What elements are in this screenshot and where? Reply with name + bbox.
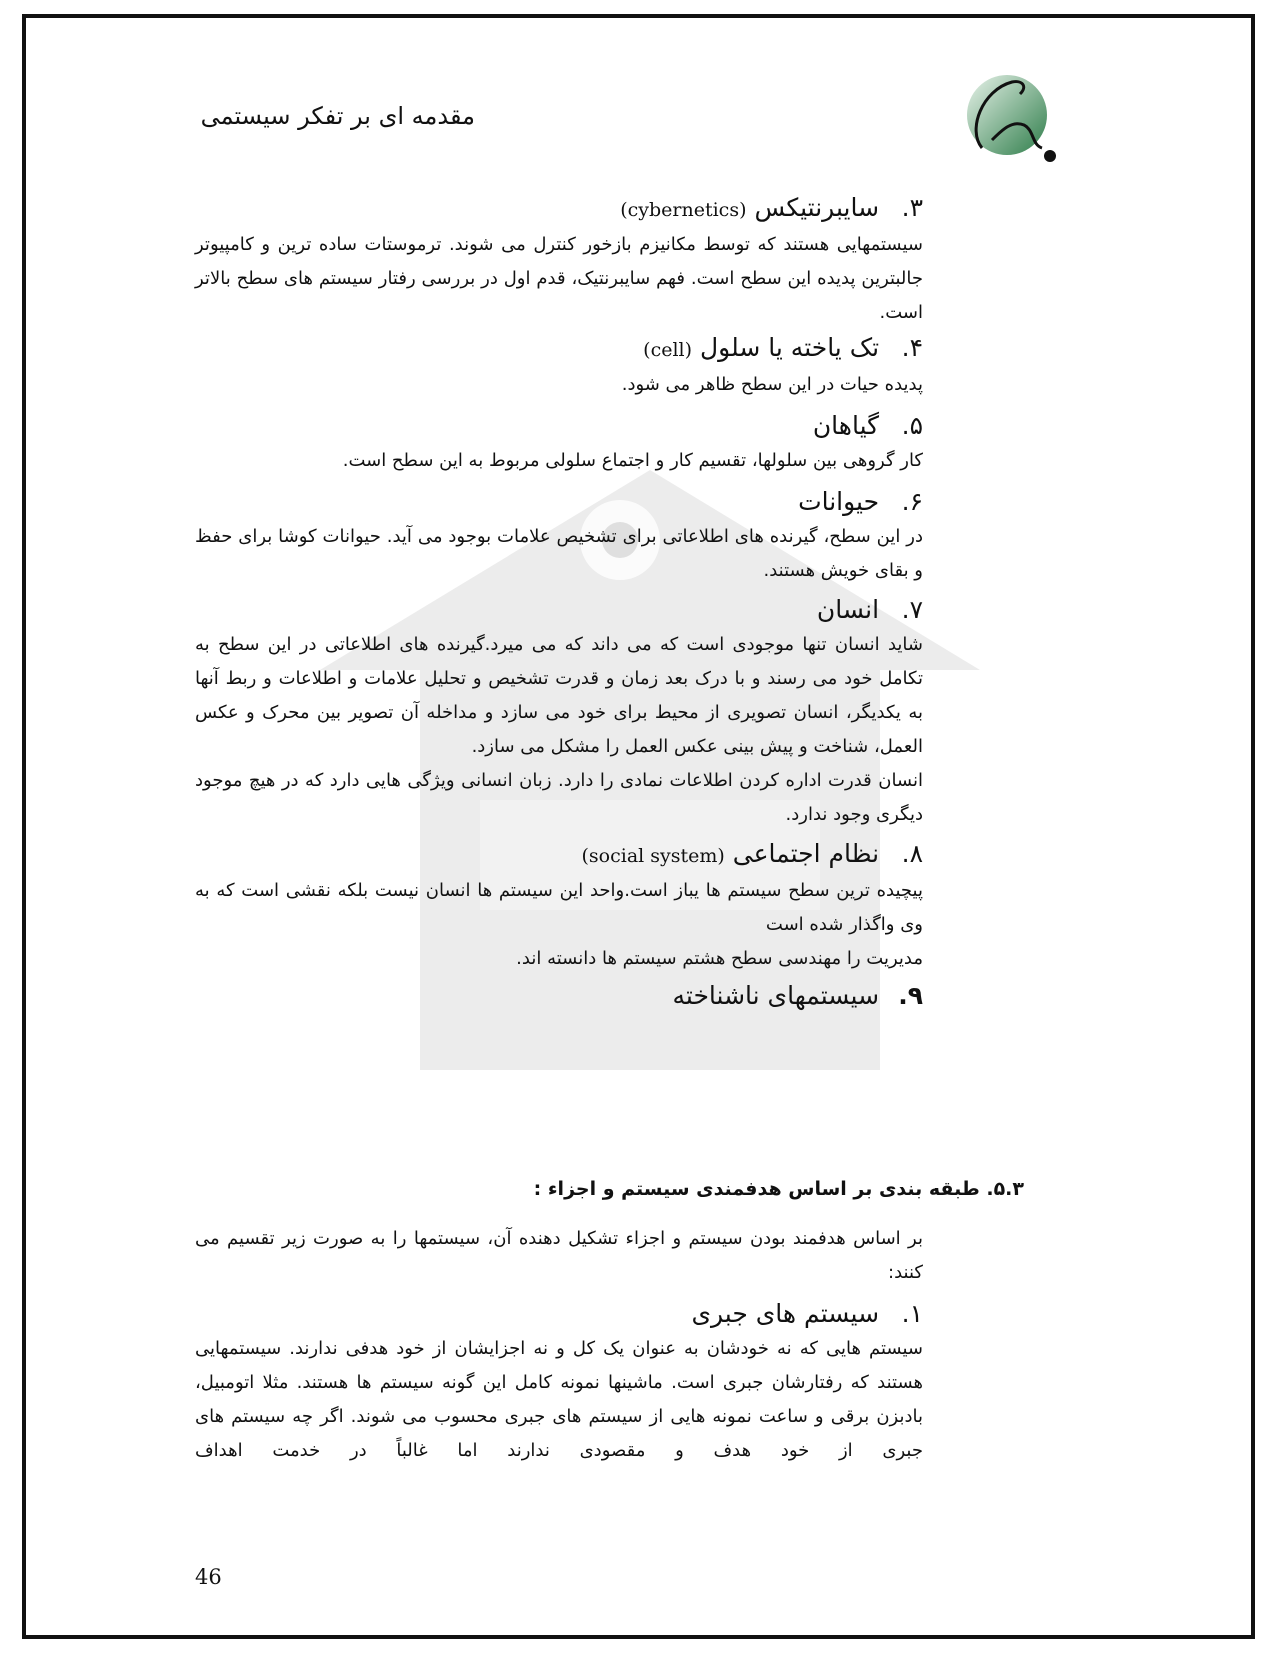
level-item: [195, 408, 923, 478]
level-item: [195, 592, 923, 832]
level-latin-term: (cybernetics): [620, 199, 747, 221]
level-description: شاید انسان تنها موجودی است که می داند که می میرد.گیرنده های اطلاعاتی در این سطح به تکامل خود می رسند و با درک بعد زمان و قدرت تشخیص و تحلیل علامات و اطلاعات و ربط آنها به یکدیگر، انسان تصویری از محیط برای خود می سازد و مداخله آن تصویر بین محرک و عکس العمل، شناخت و پیش بینی عکس العمل را مشکل می سازد.: [195, 634, 923, 757]
item-number: ۱.: [901, 1299, 923, 1328]
level-description: کار گروهی بین سلولها، تقسیم کار و اجتماع سلولی مربوط به این سطح است.: [342, 450, 923, 471]
level-number: ۹.: [898, 981, 923, 1010]
level-number: ۴.: [901, 333, 923, 362]
item-title: سیستم های جبری: [691, 1299, 880, 1328]
level-number: ۷.: [901, 595, 923, 624]
publisher-logo-icon: [962, 70, 1062, 170]
level-item: [195, 836, 923, 976]
level-description: سیستمهایی هستند که توسط مکانیزم بازخور کنترل می شوند. ترموستات ساده ترین و کامپیوتر جالبترین پدیده این سطح است. فهم سایبرنتیک، قدم اول در بررسی رفتار سیستم های سطح بالاتر است.: [195, 234, 923, 323]
level-title: سایبرنتیکس: [754, 193, 880, 222]
level-title: حیوانات: [798, 487, 880, 516]
item-description: سیستم هایی که نه خودشان به عنوان یک کل و نه اجزایشان از خود هدفی ندارند. سیستمهایی هستند که رفتارشان جبری است. ماشینها نمونه کامل این گونه سیستم ها هستند. مثلا اتومبیل، بادبزن برقی و ساعت نمونه هایی از سیستم های جبری محسوب می شوند. اگر چه سیستم های جبری از خود هدف و مقصودی ندارند اما غالباً در خدمت اهداف: [195, 1338, 923, 1461]
section-heading: ۵.۳. طبقه بندی بر اساس هدفمندی سیستم و اجزاء :: [533, 1178, 1024, 1200]
running-header-title: مقدمه ای بر تفکر سیستمی: [200, 102, 475, 130]
level-item: [195, 190, 923, 330]
level-description: انسان قدرت اداره کردن اطلاعات نمادی را دارد. زبان انسانی ویژگی هایی دارد که در هیچ موجود دیگری وجود ندارد.: [195, 770, 923, 825]
level-description: پیچیده ترین سطح سیستم ها یباز است.واحد این سیستم ها انسان نیست بلکه نقشی است که به وی واگذار شده است: [195, 880, 923, 935]
section-intro: بر اساس هدفمند بودن سیستم و اجزاء تشکیل دهنده آن، سیستمها را به صورت زیر تقسیم می کنند:: [195, 1228, 923, 1283]
level-number: ۸.: [901, 839, 923, 868]
level-number: ۳.: [901, 193, 923, 222]
level-title: نظام اجتماعی: [732, 839, 880, 868]
page-number: 46: [195, 1565, 222, 1589]
levels-list: [195, 190, 923, 1014]
level-number: ۶.: [901, 487, 923, 516]
level-number: ۵.: [901, 411, 923, 440]
section-body: [195, 1222, 923, 1468]
level-description: مدیریت را مهندسی سطح هشتم سیستم ها دانسته اند.: [516, 948, 923, 969]
level-item: [195, 330, 923, 402]
level-title: سیستمهای ناشناخته: [672, 981, 880, 1010]
level-description: در این سطح، گیرنده های اطلاعاتی برای تشخیص علامات بوجود می آید. حیوانات کوشا برای حفظ و بقای خویش هستند.: [195, 526, 923, 581]
level-latin-term: (social system): [581, 845, 725, 867]
level-title: انسان: [816, 595, 880, 624]
level-title: گیاهان: [812, 411, 880, 440]
level-item: [195, 978, 923, 1014]
level-description: پدیده حیات در این سطح ظاهر می شود.: [621, 374, 923, 395]
level-title: تک یاخته یا سلول: [700, 333, 880, 362]
level-latin-term: (cell): [643, 339, 693, 361]
level-item: [195, 484, 923, 588]
